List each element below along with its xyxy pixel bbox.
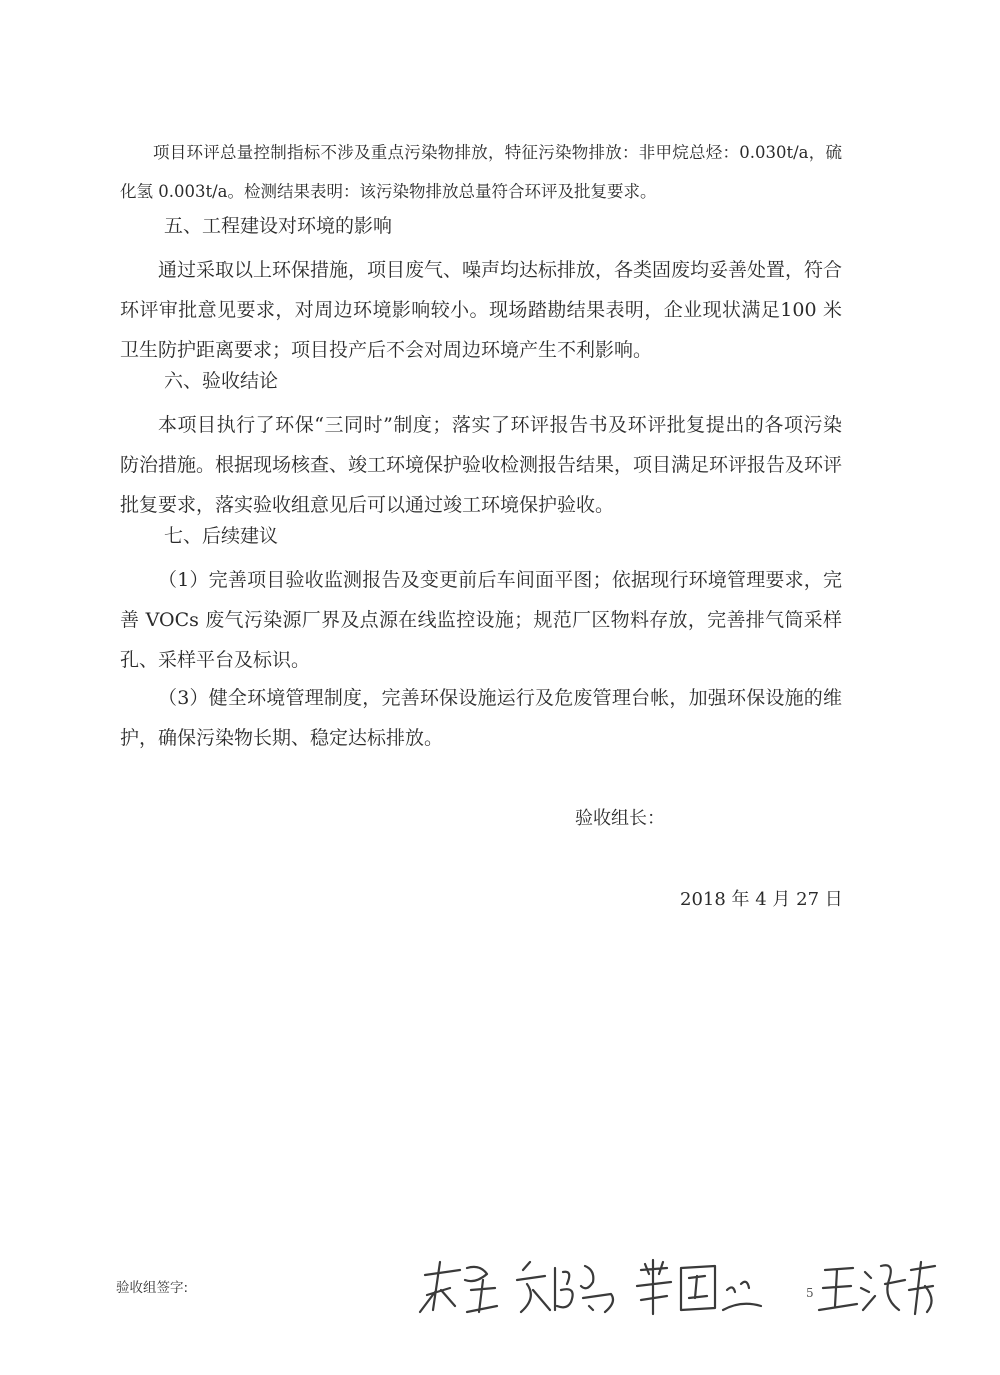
signature-1 (420, 1262, 497, 1312)
paragraph-acceptance-conclusion: 本项目执行了环保“三同时”制度；落实了环评报告书及环评批复提出的各项污染防治措施。根据现场核查、竣工环境保护验收检测报告结果，项目满足环评报告及环评批复要求，落实验收组意见后可以通过竣工环境保护验收。 (120, 414, 843, 516)
paragraph-suggestion-1: （1）完善项目验收监测报告及变更前后车间面平图；依据现行环境管理要求，完善 VOCs 废气污染源厂界及点源在线监控设施；规范厂区物料存放，完善排气筒采样孔、采样平台及标识。 (120, 569, 842, 671)
page-number: 5 (806, 1286, 814, 1300)
heading-environmental-impact: 五、工程建设对环境的影响 (164, 215, 393, 237)
signature-2 (517, 1262, 613, 1312)
paragraph-environmental-impact: 通过采取以上环保措施，项目废气、噪声均达标排放，各类固废均妥善处置，符合环评审批意见要求，对周边环境影响较小。现场踏勘结果表明，企业现状满足100 米卫生防护距离要求；项目投产后不会对周边环境产生不利影响。 (120, 259, 843, 361)
paragraph-total-emission: 项目环评总量控制指标不涉及重点污染物排放，特征污染物排放：非甲烷总烃：0.030t/a，硫化氢 0.003t/a。检测结果表明：该污染物排放总量符合环评及批复要求。 (120, 143, 842, 201)
handwritten-signatures (405, 1240, 945, 1330)
document-date: 2018 年 4 月 27 日 (680, 889, 843, 910)
heading-follow-up-suggestions: 七、后续建议 (164, 525, 279, 547)
paragraph-suggestion-3: （3）健全环境管理制度，完善环保设施运行及危废管理台帐，加强环保设施的维护，确保污染物长期、稳定达标排放。 (120, 687, 842, 749)
heading-acceptance-conclusion: 六、验收结论 (164, 370, 279, 392)
team-leader-label: 验收组长： (575, 808, 665, 829)
signature-4 (819, 1262, 935, 1314)
signature-label: 验收组签字: (116, 1280, 189, 1296)
signature-3 (637, 1260, 761, 1314)
